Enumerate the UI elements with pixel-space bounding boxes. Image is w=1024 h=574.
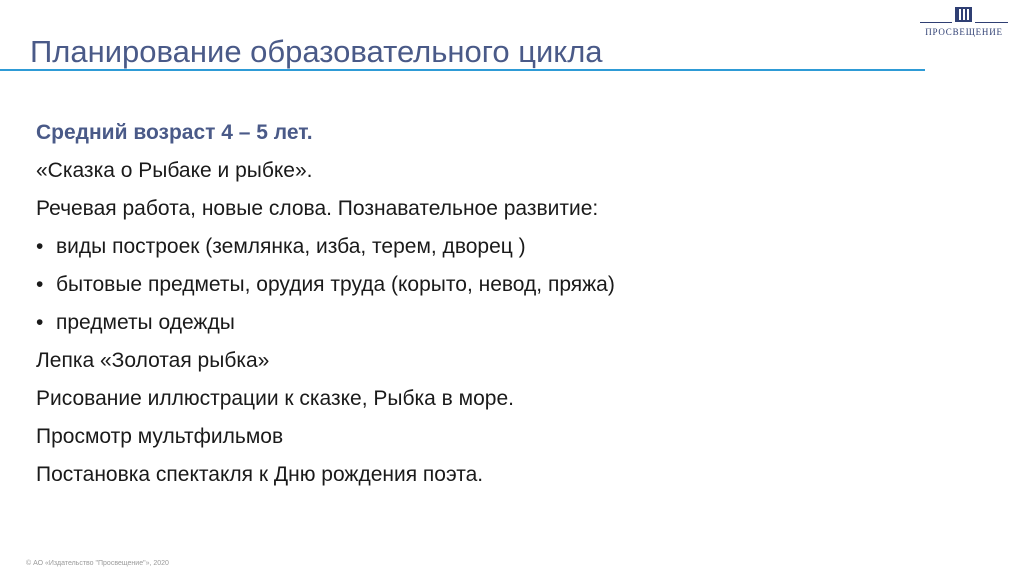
age-subheading: Средний возраст 4 – 5 лет. xyxy=(36,121,313,144)
title-underline xyxy=(0,69,925,71)
bullet-item xyxy=(36,304,936,342)
logo-left-line xyxy=(920,22,952,23)
bullet-text: виды построек (землянка, изба, терем, дворец ) xyxy=(56,235,526,258)
slide-title: Планирование образовательного цикла xyxy=(30,34,603,69)
bullet-text: бытовые предметы, орудия труда (корыто, невод, пряжа) xyxy=(56,273,615,296)
bullet-item xyxy=(36,266,936,304)
content-line: Рисование иллюстрации к сказке, Рыбка в море. xyxy=(36,387,514,410)
slide-content xyxy=(36,114,936,494)
prosveshchenie-logo xyxy=(916,6,1012,46)
bullet-icon: • xyxy=(36,235,44,258)
content-line: Речевая работа, новые слова. Познавательное развитие: xyxy=(36,197,599,220)
content-line: Лепка «Золотая рыбка» xyxy=(36,349,270,372)
bullet-item xyxy=(36,228,936,266)
logo-right-line xyxy=(975,22,1008,23)
content-line: Просмотр мультфильмов xyxy=(36,425,284,448)
logo-mark-icon xyxy=(955,7,972,22)
bullet-icon: • xyxy=(36,273,44,296)
content-line: «Сказка о Рыбаке и рыбке». xyxy=(36,159,313,182)
logo-text: ПРОСВЕЩЕНИЕ xyxy=(925,27,1003,37)
copyright-footer: © АО «Издательство "Просвещение"», 2020 xyxy=(26,560,169,567)
bullet-text: предметы одежды xyxy=(56,311,235,334)
bullet-icon: • xyxy=(36,311,44,334)
content-line: Постановка спектакля к Дню рождения поэта. xyxy=(36,463,484,486)
